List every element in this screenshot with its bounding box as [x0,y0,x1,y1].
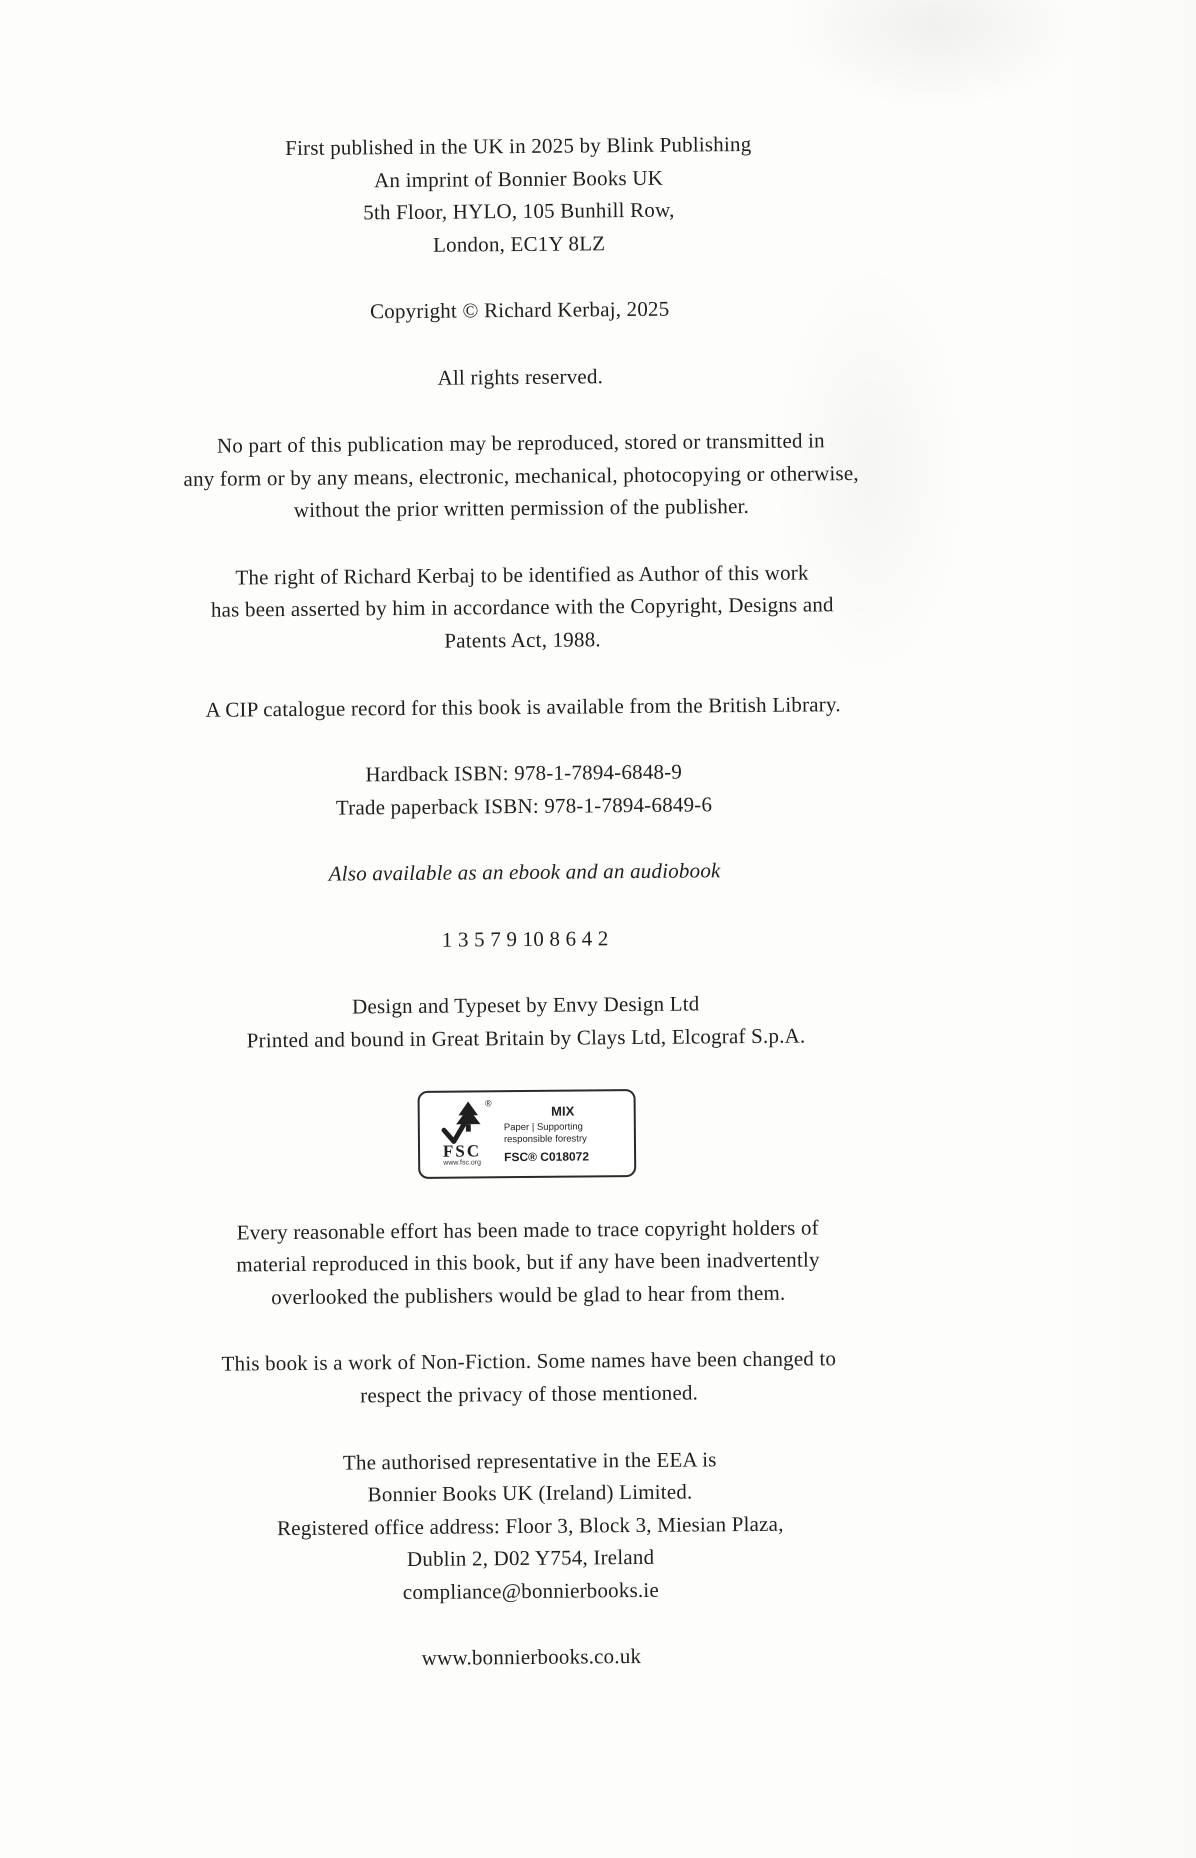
isbn-block: Hardback ISBN: 978-1-7894-6848-9 Trade paperback ISBN: 978-1-7894-6849-6 [335,759,713,820]
website-line: www.bonnierbooks.co.uk [421,1644,642,1671]
author-assertion-paragraph: The right of Richard Kerbaj to be identified as Author of this work has been asserted by him in accordance with the Copyright, Designs and Patents Act, 1988. [210,560,834,653]
print-run-line: 1 3 5 7 9 10 8 6 4 2 [441,925,609,952]
registered-trademark-symbol: ® [484,1098,492,1109]
imprint-block: First published in the UK in 2025 by Blink Publishing An imprint of Bonnier Books UK 5th Floor, HYLO, 105 Bunhill Row, London, EC1Y 8LZ [285,131,752,257]
fsc-mix-label: MIX [551,1103,575,1119]
ebook-availability-line: Also available as an ebook and an audiobook [328,858,721,886]
fsc-text [504,1103,623,1164]
copyright-line: Copyright © Richard Kerbaj, 2025 [369,296,670,324]
design-print-block: Design and Typeset by Envy Design Ltd Printed and bound in Great Britain by Clays Ltd, Elcograf S.p.A. [246,991,806,1053]
permissions-paragraph: No part of this publication may be reproduced, stored or transmitted in any form or by any means, electronic, mechanical, photocopying or otherwise, without the prior written permission of the publisher. [183,428,859,523]
copyright-page [92,0,957,1677]
nonfiction-notice: This book is a work of Non-Fiction. Some names have been changed to respect the privacy of those mentioned. [221,1346,837,1408]
fsc-tree-checkmark-icon [436,1101,488,1147]
rights-line: All rights reserved. [437,363,604,390]
fsc-label [418,1089,637,1178]
fsc-tagline: Paper | Supporting responsible forestry [503,1121,587,1146]
eea-representative-block: The authorised representative in the EEA is Bonnier Books UK (Ireland) Limited. Registered office address: Floor 3, Block 3, Miesian Plaza, Dublin 2, D02 Y754, Ireland compliance@bonnierbooks.ie [276,1446,784,1604]
copyright-holders-paragraph: Every reasonable effort has been made to trace copyright holders of material reproduced in this book, but if any have been inadvertently overlooked the publishers would be glad to hear from them. [236,1215,820,1310]
fsc-logo [430,1098,495,1169]
fsc-acronym: FSC [442,1141,482,1162]
fsc-certificate-code: FSC® C018072 [504,1149,590,1165]
fsc-url: www.fsc.org [443,1159,482,1168]
cip-line: A CIP catalogue record for this book is available from the British Library. [205,691,841,722]
